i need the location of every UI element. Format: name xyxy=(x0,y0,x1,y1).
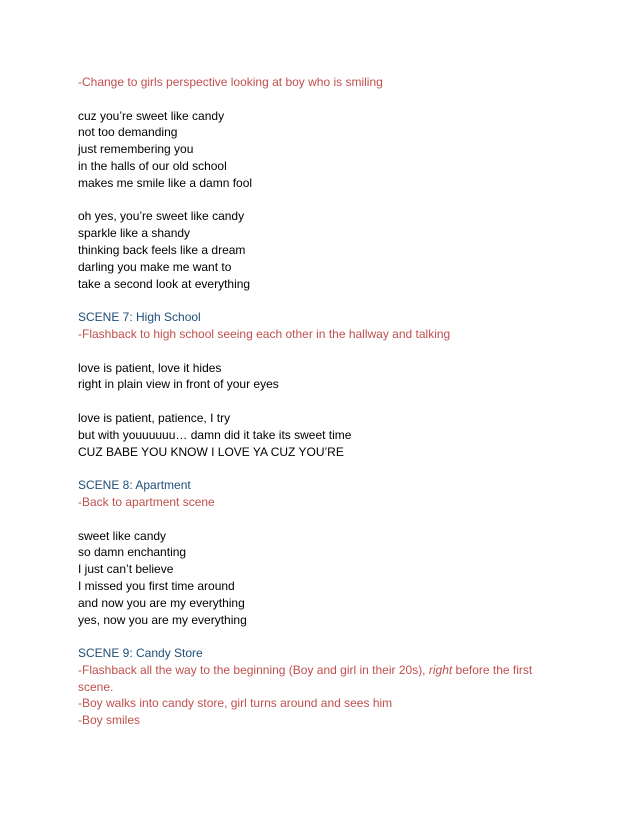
lyric-line: so damn enchanting xyxy=(78,545,187,560)
lyric-line: thinking back feels like a dream xyxy=(78,242,246,257)
blank-line xyxy=(78,628,568,645)
lyric-line: not too demanding xyxy=(78,125,178,140)
lyric-line: CUZ BABE YOU KNOW I LOVE YA CUZ YOU’RE xyxy=(78,444,344,459)
scene-9-direction-text-end: before the first scene. xyxy=(78,662,533,694)
scene-7-heading: SCENE 7: High School xyxy=(78,310,201,325)
lyric-verse-2 xyxy=(78,208,568,292)
blank-line xyxy=(78,343,568,360)
lyric-line: love is patient, patience, I try xyxy=(78,410,231,425)
lyric-line: yes, now you are my everything xyxy=(78,612,247,627)
lyric-line: in the halls of our old school xyxy=(78,158,227,173)
scene-9-direction-text: -Flashback all the way to the beginning (Boy and girl in their 20s), xyxy=(78,662,429,677)
scene-9-heading: SCENE 9: Candy Store xyxy=(78,646,203,661)
lyric-verse-3 xyxy=(78,360,568,394)
blank-line xyxy=(78,91,568,108)
blank-line xyxy=(78,393,568,410)
lyric-line: sweet like candy xyxy=(78,528,167,543)
scene-9-direction-3: -Boy smiles xyxy=(78,713,141,728)
lyric-line: just remembering you xyxy=(78,142,194,157)
lyric-line: right in plain view in front of your eyes xyxy=(78,377,279,392)
lyric-line: but with youuuuuu… damn did it take its sweet time xyxy=(78,427,352,442)
lyric-line: love is patient, love it hides xyxy=(78,360,222,375)
blank-line xyxy=(78,292,568,309)
blank-line xyxy=(78,511,568,528)
script-body xyxy=(78,74,568,729)
stage-direction: -Change to girls perspective looking at boy who is smiling xyxy=(78,75,383,89)
lyric-verse-5 xyxy=(78,528,568,629)
scene-9-direction-emphasis: right xyxy=(428,662,453,677)
lyric-line: I just can’t believe xyxy=(78,562,174,577)
lyric-line: oh yes, you’re sweet like candy xyxy=(78,209,245,224)
lyric-line: darling you make me want to xyxy=(78,259,232,274)
scene-8-heading: SCENE 8: Apartment xyxy=(78,478,191,493)
blank-line xyxy=(78,192,568,209)
lyric-verse-1 xyxy=(78,108,568,192)
lyric-line: sparkle like a shandy xyxy=(78,226,191,241)
lyric-verse-4 xyxy=(78,410,568,460)
lyric-line: and now you are my everything xyxy=(78,595,245,610)
lyric-line: I missed you first time around xyxy=(78,578,235,593)
lyric-line: makes me smile like a damn fool xyxy=(78,175,253,190)
scene-9-direction-2: -Boy walks into candy store, girl turns around and sees him xyxy=(78,696,393,711)
scene-7-direction: -Flashback to high school seeing each other in the hallway and talking xyxy=(78,326,451,341)
scene-9-direction xyxy=(78,662,568,696)
lyric-line: cuz you’re sweet like candy xyxy=(78,108,225,123)
lyric-line: take a second look at everything xyxy=(78,276,251,291)
scene-8-direction: -Back to apartment scene xyxy=(78,494,215,509)
blank-line xyxy=(78,460,568,477)
